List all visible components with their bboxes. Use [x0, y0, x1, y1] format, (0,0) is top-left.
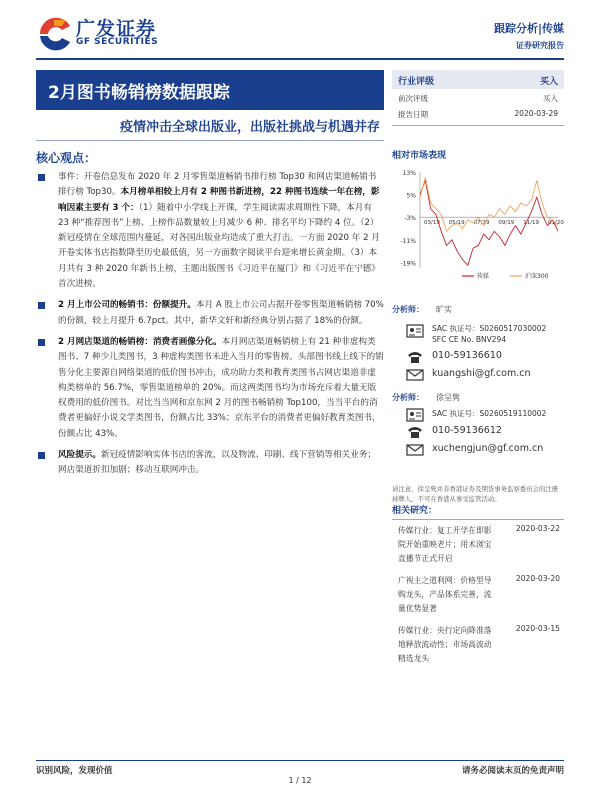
- analyst-name: 旷实: [436, 305, 452, 314]
- report-date: [392, 105, 564, 121]
- x-tick-label: 09/19: [498, 220, 515, 227]
- footer-slogan: 识别风险，发现价值: [36, 766, 113, 776]
- page-number: 1 / 12: [288, 776, 312, 785]
- bullet-text: 本月网店渠道畅销榜上有 21 种非虚构类图书、7 种少儿类图书，3 种虚构类图书未进入当月的零售榜。头部图书线上线下的销售分化主要源自网络渠道的低价图书冲击，成功助力类和教育类图书占网店渠道非虚构类榜单的 56.7%，零售渠道榜单的 20%。而这两类图书均为市场充斥着大量无版权费用的低价图书。对比当当网和京东网 2 月的图书畅销榜 Top100，当当平台的消费者更偏好小说文学类图书，份额占比 33%；京东平台的消费者更偏好教育类图书，份额占比 43%。: [58, 336, 384, 439]
- y-tick-label: -19%: [400, 260, 416, 268]
- report-subtype: 证券研究报告: [516, 41, 564, 50]
- x-tick-label: 05/19: [448, 220, 465, 227]
- related-item[interactable]: [392, 624, 564, 674]
- brand-name-cn: 广发证券: [76, 18, 157, 40]
- bullet-item: [36, 170, 384, 292]
- related-research-list: [392, 524, 564, 674]
- bullet-item: [36, 335, 384, 442]
- analyst-label: 分析师：: [392, 305, 424, 314]
- legend-label: 传媒: [477, 273, 490, 280]
- bullet-text: （1）随着中小学线上开课，学生阅读需求周期性下降，本月有 23 种“推荐图书”上榜、上榜作品数量较上月减少 6 种、排名平均下降约 4 位。（2）新冠疫情在全球范围内蔓延，对各国出版业均造成了重大打击。一方面 2020 年 2 月开卷实体书店指数降至历史最低值，另一方面数字阅读平台迎来增长黄金期。（3）本月共有 3 种 2020 年新书上榜，主题出版图书《习近平在厦门》和《习近平在宁德》首次进榜。: [58, 202, 380, 290]
- analyst-label: 分析师：: [392, 393, 424, 402]
- industry-rating: [392, 70, 564, 89]
- report-type: 跟踪分析|传媒: [493, 22, 564, 35]
- phone-icon: [406, 425, 424, 439]
- x-tick-label: 03/19: [424, 220, 440, 227]
- subtitle-divider: [36, 140, 384, 141]
- footer-divider: [36, 760, 564, 761]
- analyst-name: 徐呈隽: [436, 393, 460, 402]
- rating-value: 买入: [539, 77, 558, 87]
- report-subtitle: 疫情冲击全球出版业，出版社挑战与机遇并存: [119, 120, 380, 135]
- relative-performance-chart: [392, 164, 564, 288]
- phone-icon: [406, 350, 424, 364]
- analyst-disclaimer: 请注意，徐呈隽并非香港证券及期货事务监察委员会的注册持牌人，不可在香港从事受监管活动。: [392, 485, 559, 503]
- related-item[interactable]: [392, 524, 564, 574]
- y-tick-label: -3%: [404, 215, 416, 223]
- related-item-date: 2020-03-15: [515, 624, 560, 633]
- report-date-label: 报告日期: [398, 110, 428, 119]
- related-item-title[interactable]: 广视主之道利网：价格型导购龙头，产品体系完善，流量优势显著: [398, 576, 492, 613]
- analyst-sac: SAC 执证号：S0260519110002: [432, 409, 547, 418]
- bullet-marker-icon: [38, 302, 45, 309]
- related-item-title[interactable]: 传媒行业：复工开学在即影院开始重映老片；用术浏宝直播节正式开启: [398, 526, 492, 563]
- x-tick-label: 01/20: [548, 220, 564, 227]
- analyst-email[interactable]: kuangshi@gf.com.cn: [432, 368, 531, 379]
- bullet-text: 新冠疫情影响实体书店的客流，以及物流、印刷、线下营销等相关业务；网店渠道折扣加剧；移动互联网冲击。: [58, 450, 376, 476]
- bullet-item: [36, 448, 384, 479]
- y-tick-label: 13%: [402, 170, 416, 177]
- y-tick-label: 5%: [406, 192, 416, 200]
- rating-divider: [392, 125, 564, 126]
- email-icon: [406, 443, 424, 457]
- bullet-bold: 2 月上市公司的畅销书：份额提升。: [58, 300, 196, 311]
- email-icon: [406, 368, 424, 382]
- bullet-item: [36, 298, 384, 329]
- related-item-date: 2020-03-22: [515, 524, 560, 533]
- header-divider: [36, 58, 564, 60]
- bullet-text: 本月 A 股上市公司占据开卷零售渠道畅销榜 70%的份额，较上月提升 6.7pct。其中，新华文轩和新经典分别占据了 18%的份额。: [58, 300, 384, 326]
- related-research-heading: 相关研究：: [392, 506, 438, 516]
- related-item[interactable]: [392, 574, 564, 624]
- rating-panel: [392, 70, 564, 126]
- legend-label: 沪深300: [525, 273, 549, 280]
- previous-rating-label: 前次评级: [398, 94, 428, 103]
- previous-rating-value: 买入: [543, 94, 558, 103]
- bullet-marker-icon: [38, 339, 45, 346]
- analyst-phone: 010-59136610: [432, 350, 502, 361]
- chart-title: 相对市场表现: [392, 151, 447, 161]
- core-view-heading: 核心观点：: [36, 151, 97, 165]
- x-tick-label: 11/19: [523, 220, 540, 227]
- report-header: [0, 0, 600, 62]
- y-tick-label: -11%: [400, 237, 416, 245]
- id-card-icon: [406, 324, 424, 338]
- analyst-card: [392, 392, 564, 476]
- related-item-title[interactable]: 传媒行业：央行定向降准落地释放流动性；市场高波动精选龙头: [398, 626, 492, 663]
- bullet-text: 事件：开卷信息发布 2020 年 2 月零售渠道畅销书排行榜 Top30 和网店渠道畅销书排行榜 Top30。: [58, 172, 377, 198]
- report-date-value: 2020-03-29: [514, 109, 558, 118]
- related-divider: [392, 519, 564, 520]
- bullet-bold: 风险提示。: [58, 450, 101, 461]
- bullet-marker-icon: [38, 174, 45, 181]
- report-title: 2月图书畅销榜数据跟踪: [36, 70, 384, 110]
- analyst-sac: SAC 执证号：S0260517030002: [432, 324, 547, 333]
- core-view-list: [36, 170, 384, 485]
- chart-svg: [392, 164, 564, 288]
- analyst-email[interactable]: xuchengjun@gf.com.cn: [432, 443, 544, 454]
- bullet-bold: 本月榜单相较上月有 2 种图书新进榜，22 种图书连续一年在榜，影响因素主要有 3 个：: [58, 187, 380, 213]
- analyst-card: [392, 304, 564, 388]
- footer-disclaimer-note: 请务必阅读末页的免责声明: [461, 766, 564, 776]
- rating-label: 行业评级: [398, 77, 435, 87]
- brand-name-en: GF SECURITIES: [76, 37, 159, 47]
- bullet-bold: 2 月网店渠道的畅销榜：消费者画像分化。: [58, 336, 222, 347]
- id-card-icon: [406, 408, 424, 422]
- analyst-sfc: SFC CE No. BNV294: [432, 335, 507, 344]
- related-item-date: 2020-03-20: [515, 574, 560, 583]
- analyst-panel: [392, 304, 564, 480]
- bullet-marker-icon: [38, 452, 45, 459]
- previous-rating: [392, 89, 564, 105]
- analyst-phone: 010-59136612: [432, 425, 502, 436]
- x-tick-label: 07/19: [473, 220, 490, 227]
